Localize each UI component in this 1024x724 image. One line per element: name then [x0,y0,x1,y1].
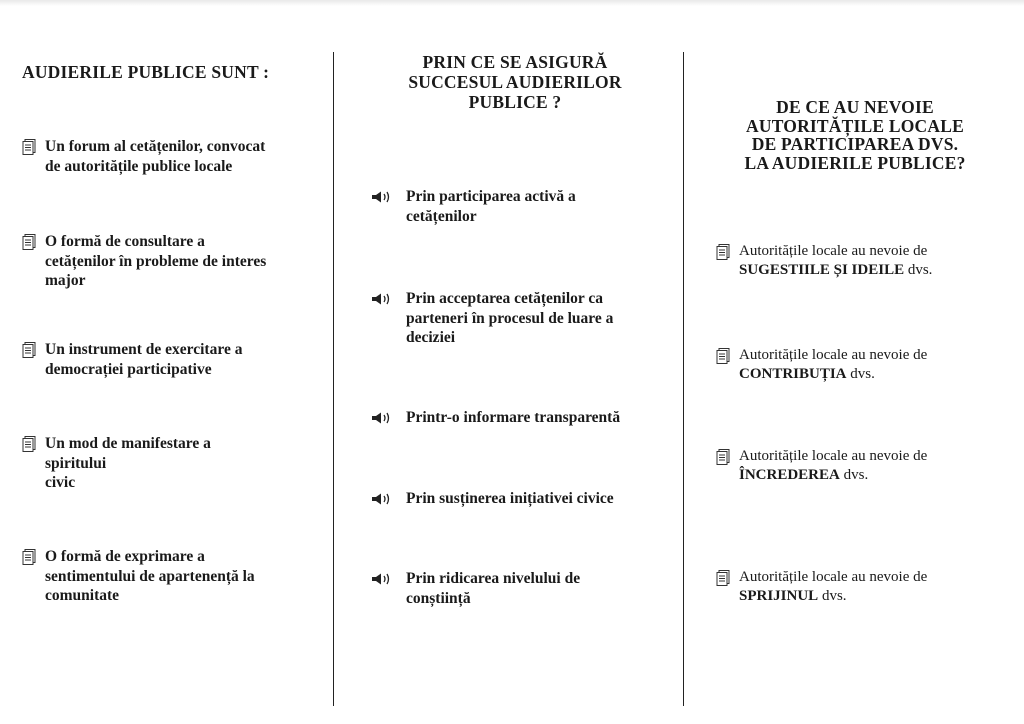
list-item [716,447,1019,485]
list-item-text: Un mod de manifestare a spiritului civic [45,435,211,491]
item-prefix: Autoritățile locale au nevoie de [739,569,928,585]
document-icon [22,342,36,359]
list-item [370,408,666,428]
item-prefix: Autoritățile locale au nevoie de [739,243,928,259]
item-prefix: Autoritățile locale au nevoie de [739,448,928,464]
list-item [716,242,1019,280]
scan-edge [0,0,1024,6]
list-item-text: Prin susținerea inițiativei civice [406,490,614,507]
document-icon [716,570,730,587]
list-item [22,340,315,379]
megaphone-icon [370,572,392,586]
item-emphasis: SUGESTIILE ȘI IDEILE [739,262,905,278]
document-icon [22,549,36,566]
list-item-text: Prin acceptarea cetățenilor ca parteneri în procesul de luare a deciziei [406,290,614,346]
item-suffix: dvs. [818,588,847,604]
list-item [22,137,315,176]
document-icon [22,436,36,453]
megaphone-icon [370,411,392,425]
list-item-text [739,568,1019,606]
column2-heading: PRIN CE SE ASIGURĂ SUCCESUL AUDIERILOR PUBLICE ? [408,52,622,112]
list-item [22,547,315,606]
list-item [22,232,315,291]
item-suffix: dvs. [846,366,875,382]
list-item-text: Un forum al cetățenilor, convocat de autoritățile publice locale [45,138,266,175]
list-item-text: O formă de exprimare a sentimentului de apartenență la comunitate [45,548,255,604]
megaphone-icon [370,190,392,204]
item-emphasis: CONTRIBUȚIA [739,366,847,382]
column3-heading: DE CE AU NEVOIE AUTORITĂȚILE LOCALE DE PARTICIPAREA DVS. LA AUDIERILE PUBLICE? [744,97,966,173]
list-item [370,489,666,509]
list-item-text: Prin participarea activă a cetățenilor [406,188,576,225]
column1-heading: AUDIERILE PUBLICE SUNT : [22,62,270,82]
column-divider-left [333,52,334,706]
list-item-text [739,242,1019,280]
megaphone-icon [370,292,392,306]
list-item-text [739,447,1019,485]
list-item-text: Printr-o informare transparentă [406,409,621,426]
list-item [716,346,1019,384]
document-icon [22,234,36,251]
list-item [22,434,315,493]
item-suffix: dvs. [839,467,869,483]
item-prefix: Autoritățile locale au nevoie de [739,347,928,363]
document-icon [716,449,730,466]
document-icon [22,139,36,156]
megaphone-icon [370,492,392,506]
document-icon [716,244,730,261]
list-item-text: O formă de consultare a cetățenilor în probleme de interes major [45,233,267,289]
list-item [370,289,666,348]
list-item-text: Un instrument de exercitare a democrației participative [45,341,243,378]
column-divider-right [683,52,684,706]
list-item-text [739,346,1019,384]
item-suffix: dvs. [904,262,933,278]
document-icon [716,348,730,365]
item-emphasis: ÎNCREDEREA [739,467,840,483]
list-item [370,187,666,226]
list-item [716,568,1019,606]
list-item-text: Prin ridicarea nivelului de conștiință [406,570,581,607]
item-emphasis: SPRIJINUL [739,588,819,604]
list-item [370,569,666,608]
